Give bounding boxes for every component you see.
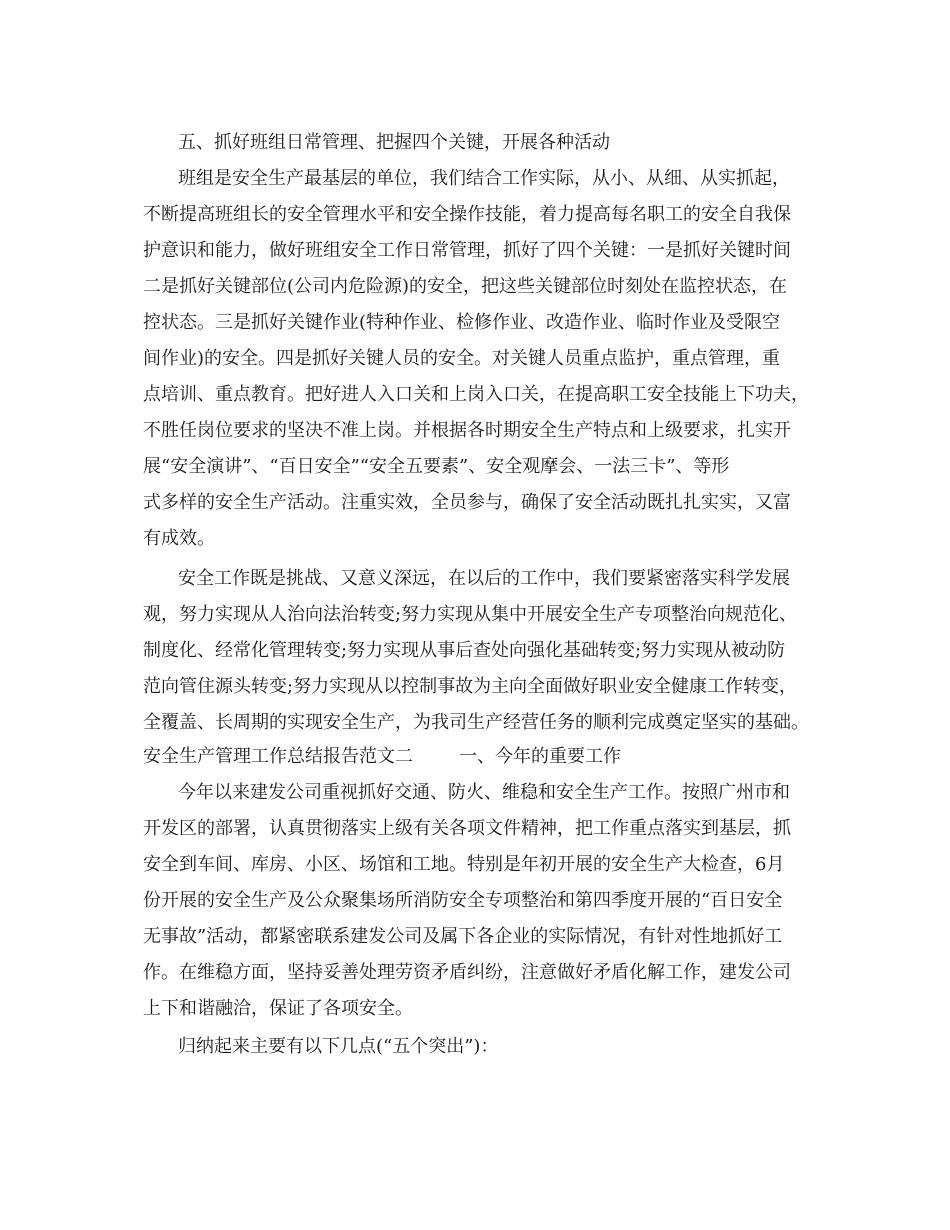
paragraph-line: 安全到车间、库房、小区、场馆和工地。特别是年初开展的安全生产大检查，6月 bbox=[143, 854, 785, 875]
report-title: 安全生产管理工作总结报告范文二 bbox=[143, 746, 413, 767]
paragraph-line: 制度化、经常化管理转变;努力实现从事后查处向强化基础转变;努力实现从被动防 bbox=[143, 640, 786, 661]
paragraph-line: 有成效。 bbox=[143, 528, 215, 549]
section-heading: 一、今年的重要工作 bbox=[459, 746, 621, 767]
paragraph-line: 班组是安全生产最基层的单位，我们结合工作实际，从小、从细、从实抓起， bbox=[178, 168, 790, 189]
paragraph-line: 上下和谐融洽，保证了各项安全。 bbox=[143, 998, 413, 1019]
paragraph-line: 展“安全演讲”、“百日安全”“安全五要素”、安全观摩会、一法三卡”、等形 bbox=[143, 456, 730, 477]
paragraph-line: 安全工作既是挑战、又意义深远，在以后的工作中，我们要紧密落实科学发展 bbox=[178, 568, 790, 589]
paragraph-line: 不断提高班组长的安全管理水平和安全操作技能，着力提高每名职工的安全自我保 bbox=[143, 204, 791, 225]
paragraph-line: 无事故”活动，都紧密联系建发公司及属下各企业的实际情况，有针对性地抓好工 bbox=[143, 926, 783, 947]
paragraph-line: 作。在维稳方面，坚持妥善处理劳资矛盾纠纷，注意做好矛盾化解工作，建发公司 bbox=[143, 962, 791, 983]
paragraph-line: 今年以来建发公司重视抓好交通、防火、维稳和安全生产工作。按照广州市和 bbox=[178, 782, 790, 803]
paragraph-line: 护意识和能力，做好班组安全工作日常管理，抓好了四个关键：一是抓好关键时间 bbox=[143, 240, 791, 261]
paragraph-line: 观，努力实现从人治向法治转变;努力实现从集中开展安全生产专项整治向规范化、 bbox=[143, 604, 798, 625]
paragraph-line: 点培训、重点教育。把好进人入口关和上岗入口关，在提高职工安全技能上下功夫， bbox=[143, 384, 809, 405]
paragraph-line: 全覆盖、长周期的实现安全生产，为我司生产经营任务的顺利完成奠定坚实的基础。 bbox=[143, 712, 809, 733]
report-title-line bbox=[143, 745, 823, 769]
paragraph-line: 份开展的安全生产及公众聚集场所消防安全专项整治和第四季度开展的“百日安全 bbox=[143, 890, 783, 911]
paragraph-line: 不胜任岗位要求的坚决不准上岗。并根据各时期安全生产特点和上级要求，扎实开 bbox=[143, 420, 791, 441]
paragraph-line: 范向管住源头转变;努力实现从以控制事故为主向全面做好职业安全健康工作转变， bbox=[143, 676, 798, 697]
paragraph-line: 间作业)的安全。四是抓好关键人员的安全。对关键人员重点监护，重点管理，重 bbox=[143, 348, 781, 369]
paragraph-line: 开发区的部署，认真贯彻落实上级有关各项文件精神，把工作重点落实到基层，抓 bbox=[143, 818, 791, 839]
paragraph-line: 式多样的安全生产活动。注重实效，全员参与，确保了安全活动既扎扎实实，又富 bbox=[143, 492, 791, 513]
paragraph-line: 归纳起来主要有以下几点(“五个突出”)： bbox=[178, 1036, 499, 1057]
paragraph-line: 二是抓好关键部位(公司内危险源)的安全，把这些关键部位时刻处在监控状态，在 bbox=[143, 276, 788, 297]
section-heading: 五、抓好班组日常管理、把握四个关键，开展各种活动 bbox=[178, 132, 610, 153]
paragraph-line: 控状态。三是抓好关键作业(特种作业、检修作业、改造作业、临时作业及受限空 bbox=[143, 312, 781, 333]
